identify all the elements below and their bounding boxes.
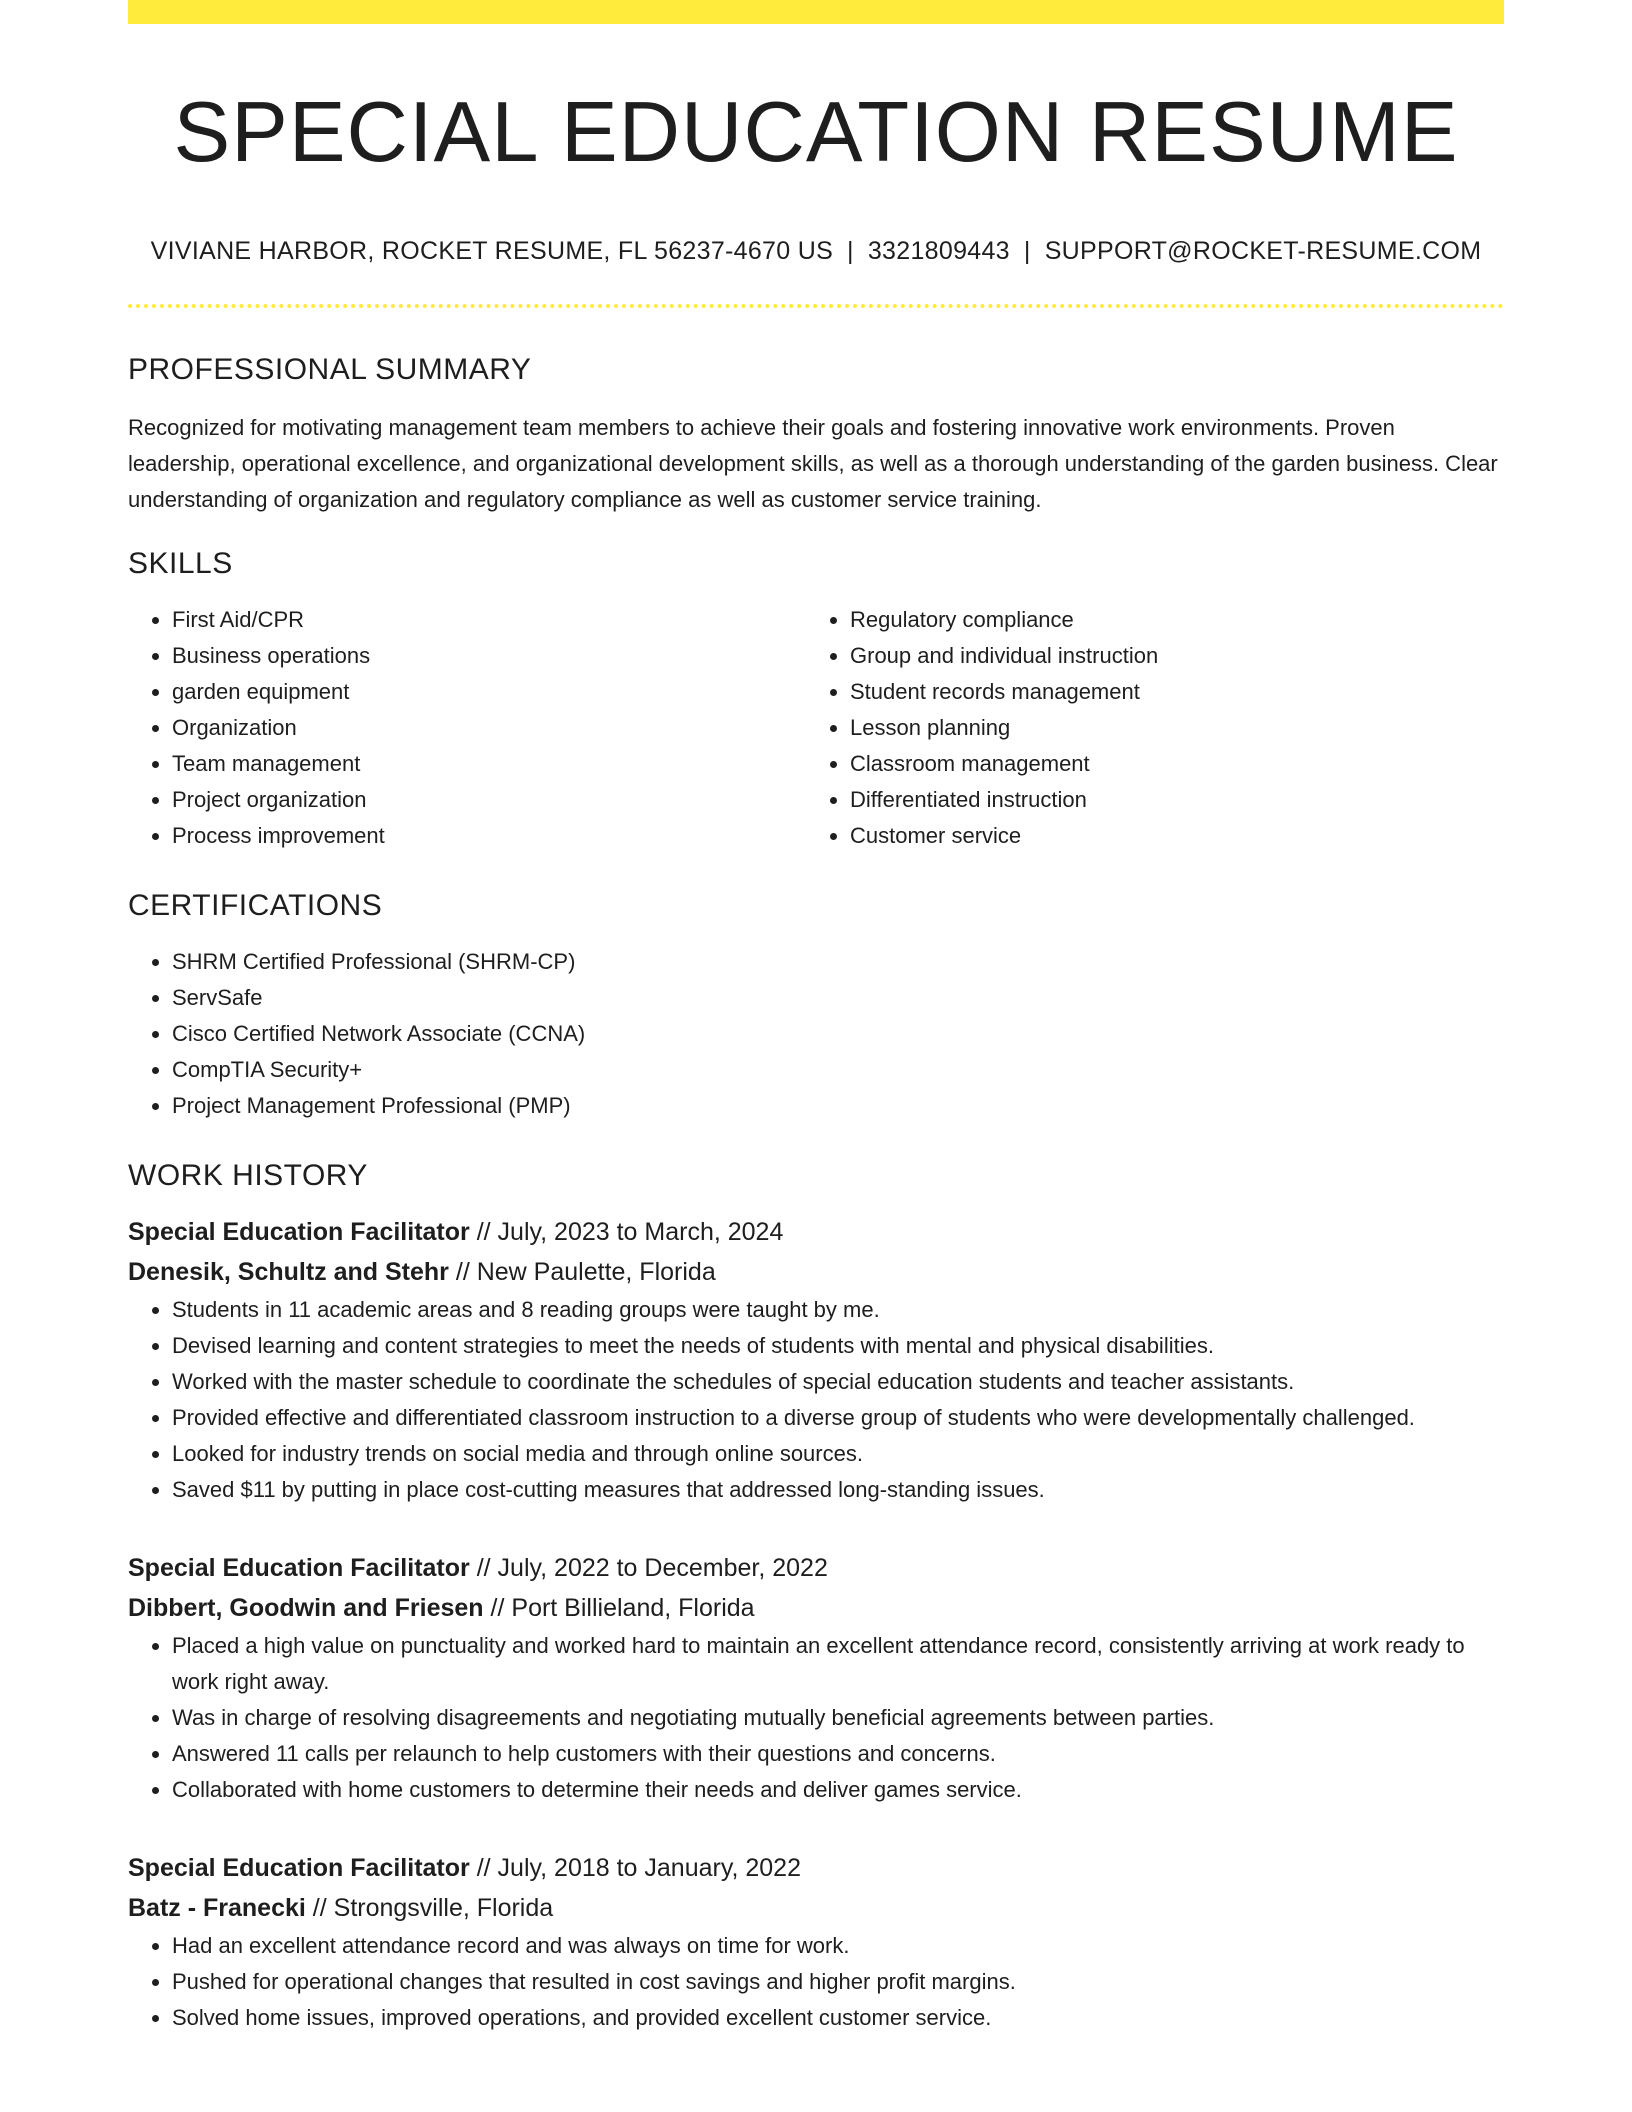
skill-item: • Organization — [172, 710, 806, 746]
job-bullet: • Answered 11 calls per relaunch to help customers with their questions and concerns. — [172, 1736, 1504, 1772]
job-location: New Paulette, Florida — [476, 1257, 716, 1286]
job-bullet: • Students in 11 academic areas and 8 reading groups were taught by me. — [172, 1292, 1504, 1328]
skill-item: • Group and individual instruction — [850, 638, 1484, 674]
job-bullet: • Looked for industry trends on social media and through online sources. — [172, 1436, 1504, 1472]
certification-item: • Project Management Professional (PMP) — [172, 1088, 1504, 1124]
job-location: Strongsville, Florida — [333, 1893, 554, 1922]
skill-item: • Regulatory compliance — [850, 602, 1484, 638]
contact-separator: | — [847, 236, 854, 265]
work-history-heading: WORK HISTORY — [128, 1158, 368, 1192]
job-separator: // — [448, 1257, 477, 1286]
job-entry — [128, 1848, 1504, 2036]
skill-item: • Student records management — [850, 674, 1484, 710]
skill-item: • Process improvement — [172, 818, 806, 854]
job-entry — [128, 1548, 1504, 1808]
resume-title: SPECIAL EDUCATION RESUME — [173, 85, 1459, 180]
job-dates: July, 2018 to January, 2022 — [497, 1853, 801, 1882]
skill-item: • Project organization — [172, 782, 806, 818]
job-bullet: • Provided effective and differentiated classroom instruction to a diverse group of students who were developmentally challenged. — [172, 1400, 1504, 1436]
job-bullet: • Saved $11 by putting in place cost-cutting measures that addressed long-standing issues. — [172, 1472, 1504, 1508]
job-role-line — [128, 1548, 1504, 1588]
certifications-heading: CERTIFICATIONS — [128, 888, 383, 922]
job-separator: // — [469, 1553, 498, 1582]
contact-separator: | — [1023, 236, 1031, 265]
job-separator: // — [469, 1853, 498, 1882]
certification-item: • Cisco Certified Network Associate (CCNA) — [172, 1016, 1504, 1052]
job-bullet: • Devised learning and content strategies to meet the needs of students with mental and physical disabilities. — [172, 1328, 1504, 1364]
contact-address: VIVIANE HARBOR, ROCKET RESUME, FL 56237-4670 US — [150, 236, 834, 265]
skills-column-left — [128, 602, 806, 854]
certifications-block — [128, 944, 1504, 1124]
job-company-line — [128, 1252, 1504, 1292]
job-bullet: • Worked with the master schedule to coordinate the schedules of special education students and teacher assistants. — [172, 1364, 1504, 1400]
contact-email[interactable]: SUPPORT@ROCKET-RESUME.COM — [1044, 236, 1482, 265]
job-role: Special Education Facilitator — [128, 1217, 470, 1246]
job-role: Special Education Facilitator — [128, 1553, 470, 1582]
top-accent-bar — [128, 0, 1504, 24]
summary-heading: PROFESSIONAL SUMMARY — [128, 352, 532, 386]
job-role: Special Education Facilitator — [128, 1853, 470, 1882]
job-bullets — [128, 1292, 1504, 1508]
job-company-line — [128, 1588, 1504, 1628]
job-bullet: • Pushed for operational changes that resulted in cost savings and higher profit margins. — [172, 1964, 1504, 2000]
certification-item: • CompTIA Security+ — [172, 1052, 1504, 1088]
job-bullets — [128, 1628, 1504, 1808]
job-bullet: • Collaborated with home customers to determine their needs and deliver games service. — [172, 1772, 1504, 1808]
job-entry — [128, 1212, 1504, 1508]
skill-item: • Customer service — [850, 818, 1484, 854]
certification-item: • SHRM Certified Professional (SHRM-CP) — [172, 944, 1504, 980]
contact-phone: 3321809443 — [867, 236, 1010, 265]
header-divider — [128, 304, 1504, 308]
job-separator: // — [305, 1893, 334, 1922]
job-company: Denesik, Schultz and Stehr — [128, 1257, 449, 1286]
job-bullet: • Solved home issues, improved operations, and provided excellent customer service. — [172, 2000, 1504, 2036]
skill-item: • Lesson planning — [850, 710, 1484, 746]
skill-item: • garden equipment — [172, 674, 806, 710]
job-separator: // — [469, 1217, 498, 1246]
job-role-line — [128, 1848, 1504, 1888]
job-location: Port Billieland, Florida — [511, 1593, 755, 1622]
skill-item: • Differentiated instruction — [850, 782, 1484, 818]
job-separator: // — [483, 1593, 512, 1622]
job-bullet: • Was in charge of resolving disagreements and negotiating mutually beneficial agreements between parties. — [172, 1700, 1504, 1736]
job-dates: July, 2022 to December, 2022 — [497, 1553, 828, 1582]
job-company: Batz - Franecki — [128, 1893, 306, 1922]
skill-item: • Business operations — [172, 638, 806, 674]
job-company-line — [128, 1888, 1504, 1928]
job-company: Dibbert, Goodwin and Friesen — [128, 1593, 484, 1622]
skills-columns — [128, 602, 1504, 854]
summary-text: Recognized for motivating management team members to achieve their goals and fostering innovative work environments. Proven leadership, operational excellence, and organizational development skills, as well as a thorough understanding of the garden business. Clear understanding of organization and regulatory compliance as well as customer service training. — [128, 414, 1498, 512]
job-bullets — [128, 1928, 1504, 2036]
skill-item: • Classroom management — [850, 746, 1484, 782]
skill-item: • Team management — [172, 746, 806, 782]
job-dates: July, 2023 to March, 2024 — [497, 1217, 784, 1246]
certification-item: • ServSafe — [172, 980, 1504, 1016]
skill-item: • First Aid/CPR — [172, 602, 806, 638]
certifications-list — [128, 944, 1504, 1124]
contact-line — [128, 236, 1504, 266]
job-bullet: • Placed a high value on punctuality and worked hard to maintain an excellent attendance record, consistently arriving at work ready to work right away. — [172, 1628, 1504, 1700]
skills-list-right — [806, 602, 1484, 854]
resume-page — [128, 0, 1504, 2036]
skills-list-left — [128, 602, 806, 854]
job-bullet: • Had an excellent attendance record and was always on time for work. — [172, 1928, 1504, 1964]
skills-heading: SKILLS — [128, 546, 233, 580]
skills-column-right — [806, 602, 1484, 854]
job-role-line — [128, 1212, 1504, 1252]
